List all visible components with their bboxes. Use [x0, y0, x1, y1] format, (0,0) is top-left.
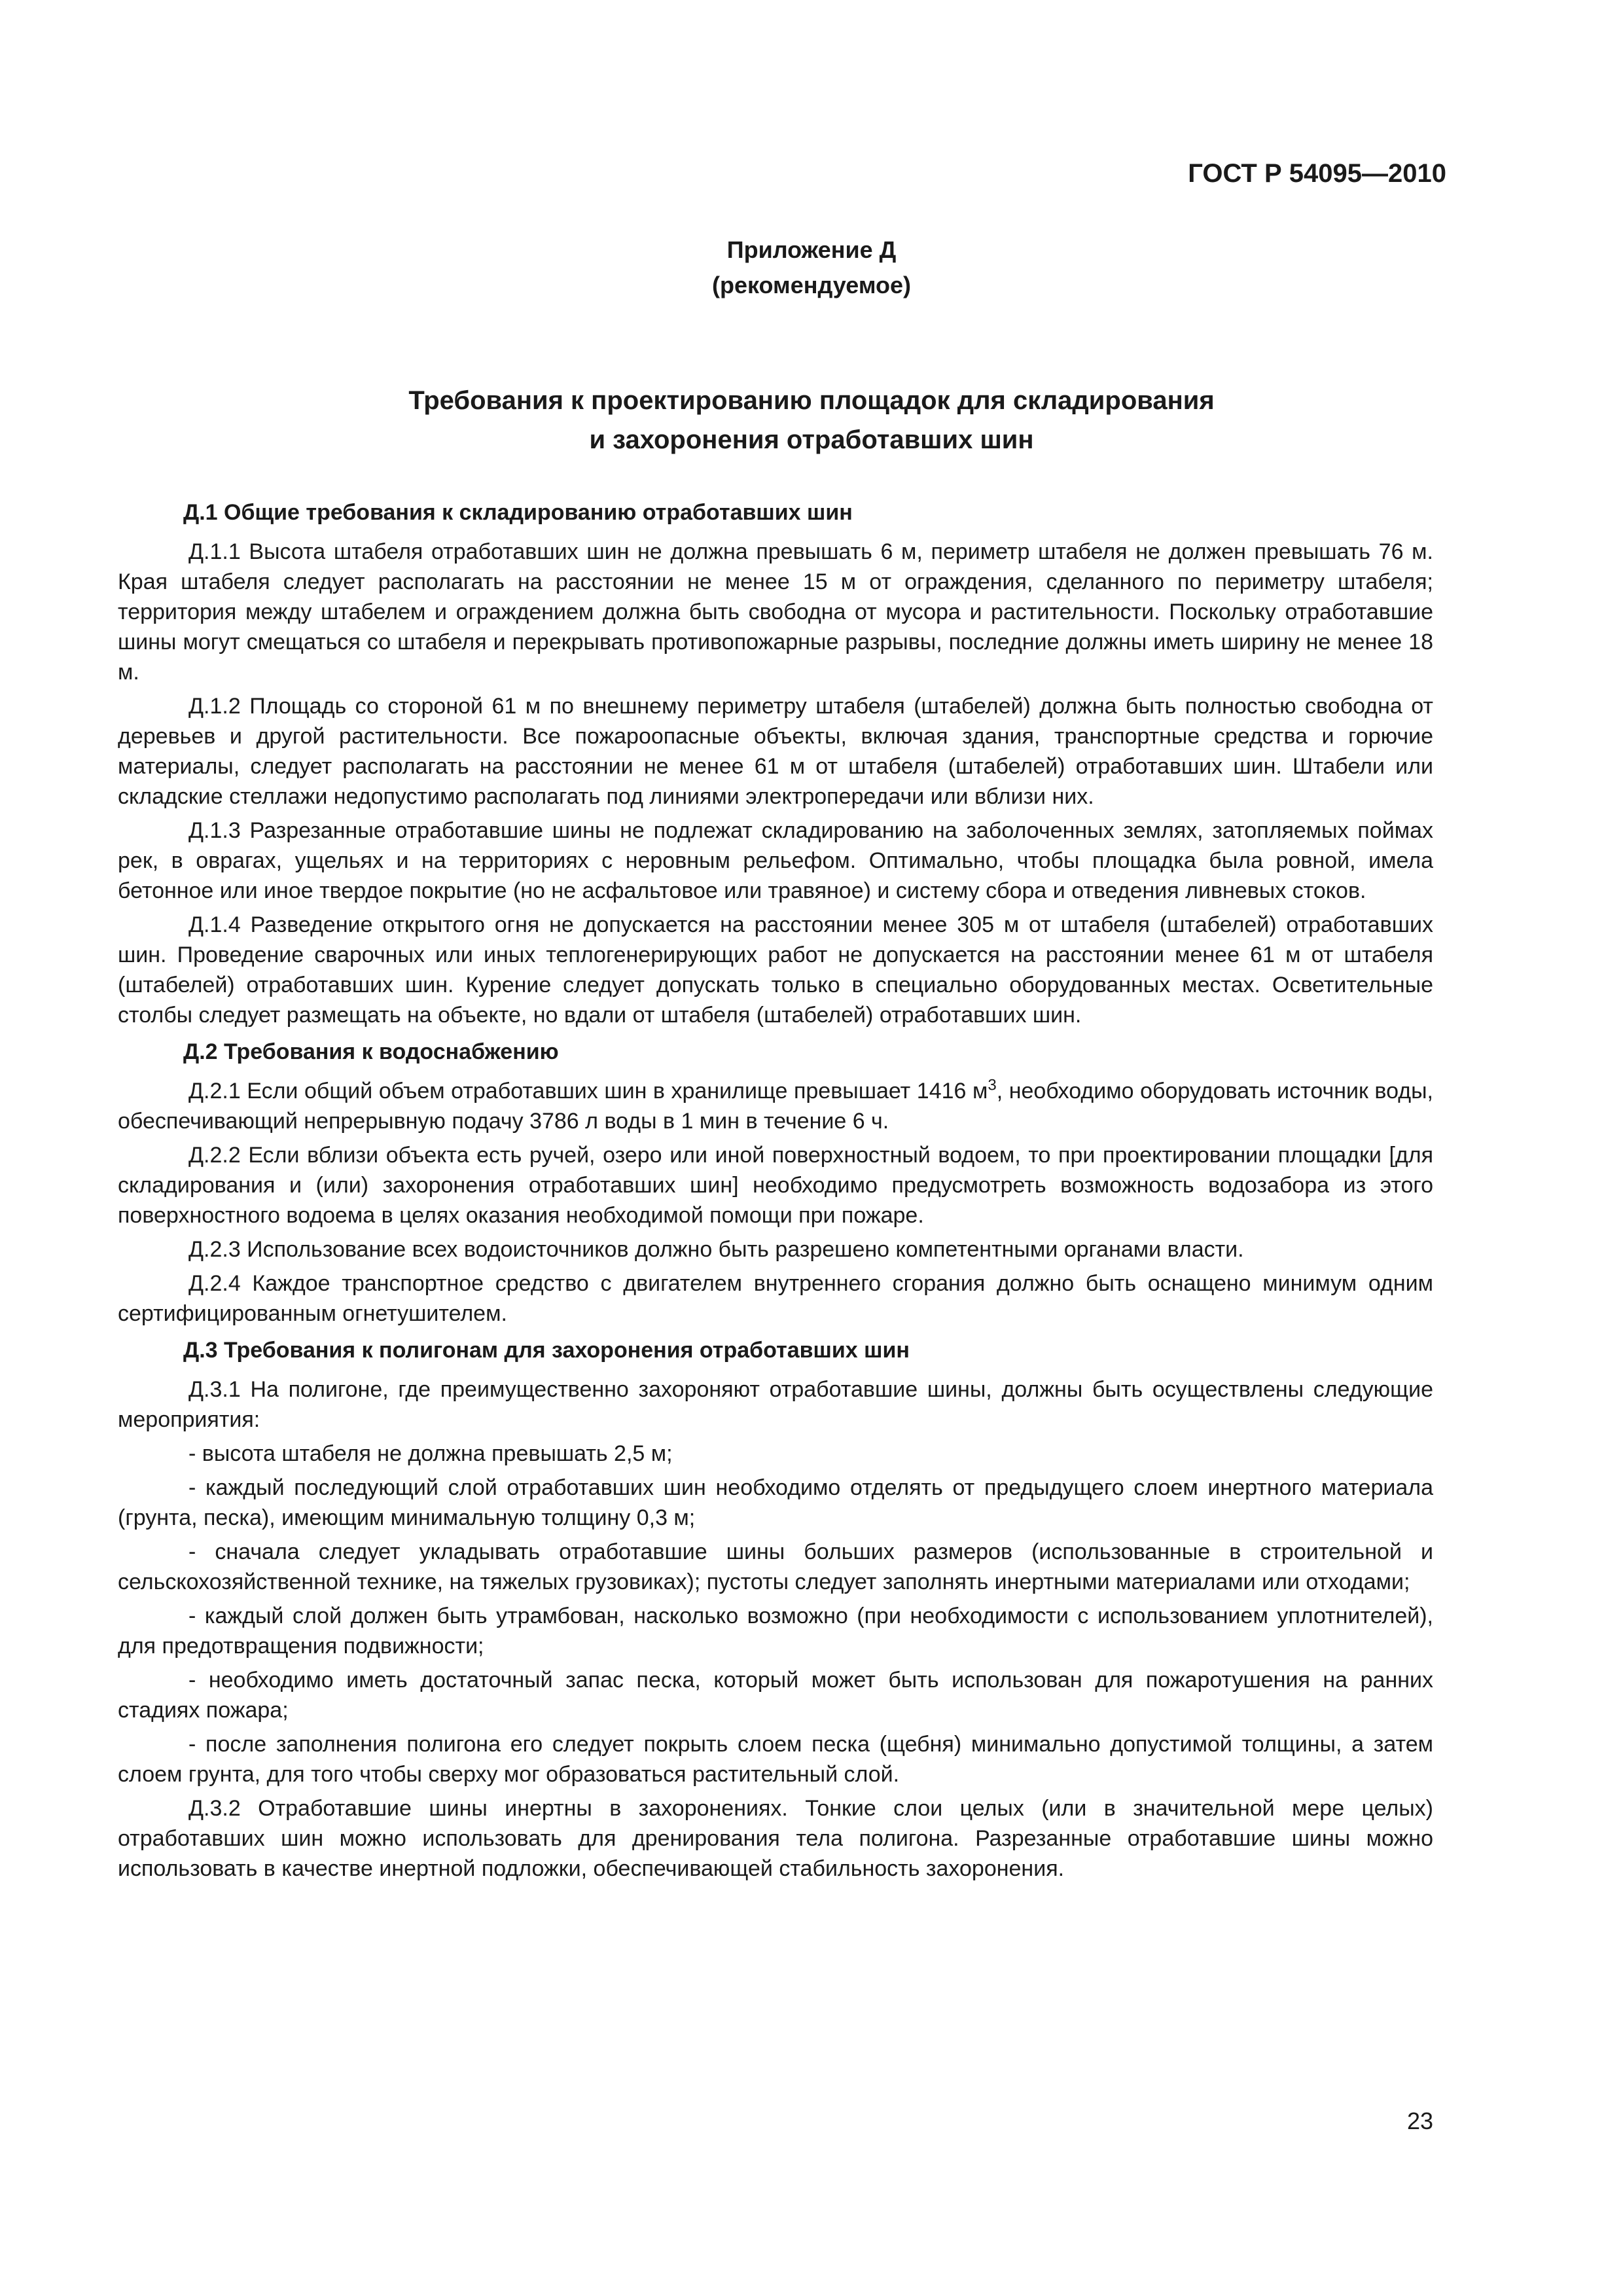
paragraph-d1-3: Д.1.3 Разрезанные отработавшие шины не подлежат складированию на заболоченных землях, затопляемых поймах рек, в оврагах, ущельях и на территориях с неровным рельефом. Оптимально, чтобы площадка была ровной, имела бетонное или иное твердое покрытие (но не асфальтовое или травяное) и систему сбора и отведения ливневых стоков.	[118, 818, 1433, 903]
paragraph-d1-1: Д.1.1 Высота штабеля отработавших шин не должна превышать 6 м, периметр штабеля не должен превышать 76 м. Края штабеля следует располагать на расстоянии не менее 15 м от ограждения, сделанного по периметру штабеля; территория между штабелем и ограждением должна быть свободна от мусора и растительности. Поскольку отработавшие шины могут смещаться со штабеля и перекрывать противопожарные разрывы, последние должны иметь ширину не менее 18 м.	[118, 539, 1433, 685]
paragraph-d2-4: Д.2.4 Каждое транспортное средство с двигателем внутреннего сгорания должно быть оснащено минимум одним сертифицированным огнетушителем.	[118, 1271, 1433, 1326]
paragraph-d1-4: Д.1.4 Разведение открытого огня не допускается на расстоянии менее 305 м от штабеля (штабелей) отработавших шин. Проведение сварочных или иных теплогенерирующих работ не допускается на расстоянии менее 61 м от штабеля (штабелей) отработавших шин. Курение следует допускать только в специально оборудованных местах. Осветительные столбы следует размещать на объекте, но вдали от штабеля (штабелей) отработавших шин.	[118, 912, 1433, 1028]
paragraph-d2-1-text: Д.2.1 Если общий объем отработавших шин в хранилище превышает 1416 м	[188, 1079, 988, 1103]
list-item-d3-5: - необходимо иметь достаточный запас песка, который может быть использован для пожаротушения на ранних стадиях пожара;	[118, 1668, 1433, 1723]
page-title-line-1: Требования к проектированию площадок для складирования	[408, 386, 1215, 415]
document-body	[118, 497, 1433, 1888]
list-item-d3-4: - каждый слой должен быть утрамбован, насколько возможно (при необходимости с использованием уплотнителей), для предотвращения подвижности;	[118, 1604, 1433, 1659]
paragraph-d2-1-text-end: , необходимо оборудовать источник воды, обеспечивающий непрерывную подачу 3786 л воды в 1 мин в течение 6 ч.	[118, 1079, 1433, 1134]
annex-block	[0, 232, 1623, 303]
section-heading-d2: Д.2 Требования к водоснабжению	[183, 1039, 559, 1064]
document-code: ГОСТ Р 54095—2010	[1188, 159, 1446, 188]
list-item-d3-1: - высота штабеля не должна превышать 2,5 м;	[188, 1441, 673, 1466]
section-heading-d3: Д.3 Требования к полигонам для захоронения отработавших шин	[183, 1338, 910, 1363]
paragraph-d2-3: Д.2.3 Использование всех водоисточников должно быть разрешено компетентными органами власти.	[188, 1237, 1244, 1262]
list-item-d3-3: - сначала следует укладывать отработавшие шины больших размеров (использованные в строительной и сельскохозяйственной технике, на тяжелых грузовиках); пустоты следует заполнять инертными материалами или отходами;	[118, 1539, 1433, 1594]
paragraph-d3-2: Д.3.2 Отработавшие шины инертны в захоронениях. Тонкие слои целых (или в значительной мере целых) отработавших шин можно использовать для дренирования тела полигона. Разрезанные отработавшие шины можно использовать в качестве инертной подложки, обеспечивающей стабильность захоронения.	[118, 1796, 1433, 1881]
superscript-cubic: 3	[988, 1076, 997, 1094]
list-item-d3-2: - каждый последующий слой отработавших шин необходимо отделять от предыдущего слоем инертного материала (грунта, песка), имеющим минимальную толщину 0,3 м;	[118, 1475, 1433, 1530]
annex-title: Приложение Д	[726, 236, 897, 263]
page-number: 23	[1406, 2108, 1433, 2134]
paragraph-d2-2: Д.2.2 Если вблизи объекта есть ручей, озеро или иной поверхностный водоем, то при проектировании площадки [для складирования и (или) захоронения отработавших шин] необходимо предусмотреть возможность водозабора из этого поверхностного водоема в целях оказания необходимой помощи при пожаре.	[118, 1143, 1433, 1228]
page-title-line-2: и захоронения отработавших шин	[589, 425, 1034, 454]
paragraph-d2-1	[118, 1076, 1433, 1136]
list-item-d3-6: - после заполнения полигона его следует покрыть слоем песка (щебня) минимально допустимой толщины, а затем слоем грунта, для того чтобы сверху мог образоваться растительный слой.	[118, 1732, 1433, 1787]
annex-status: (рекомендуемое)	[712, 272, 911, 298]
paragraph-d1-2: Д.1.2 Площадь со стороной 61 м по внешнему периметру штабеля (штабелей) должна быть полностью свободна от деревьев и другой растительности. Все пожароопасные объекты, включая здания, транспортные средства и горючие материалы, следует располагать на расстоянии не менее 61 м от штабеля (штабелей) отработавших шин. Штабели или складские стеллажи недопустимо располагать под линиями электропередачи или вблизи них.	[118, 694, 1433, 809]
section-heading-d1: Д.1 Общие требования к складированию отработавших шин	[183, 500, 853, 525]
paragraph-d3-1: Д.3.1 На полигоне, где преимущественно захороняют отработавшие шины, должны быть осуществлены следующие мероприятия:	[118, 1377, 1433, 1432]
page-title	[0, 381, 1623, 459]
